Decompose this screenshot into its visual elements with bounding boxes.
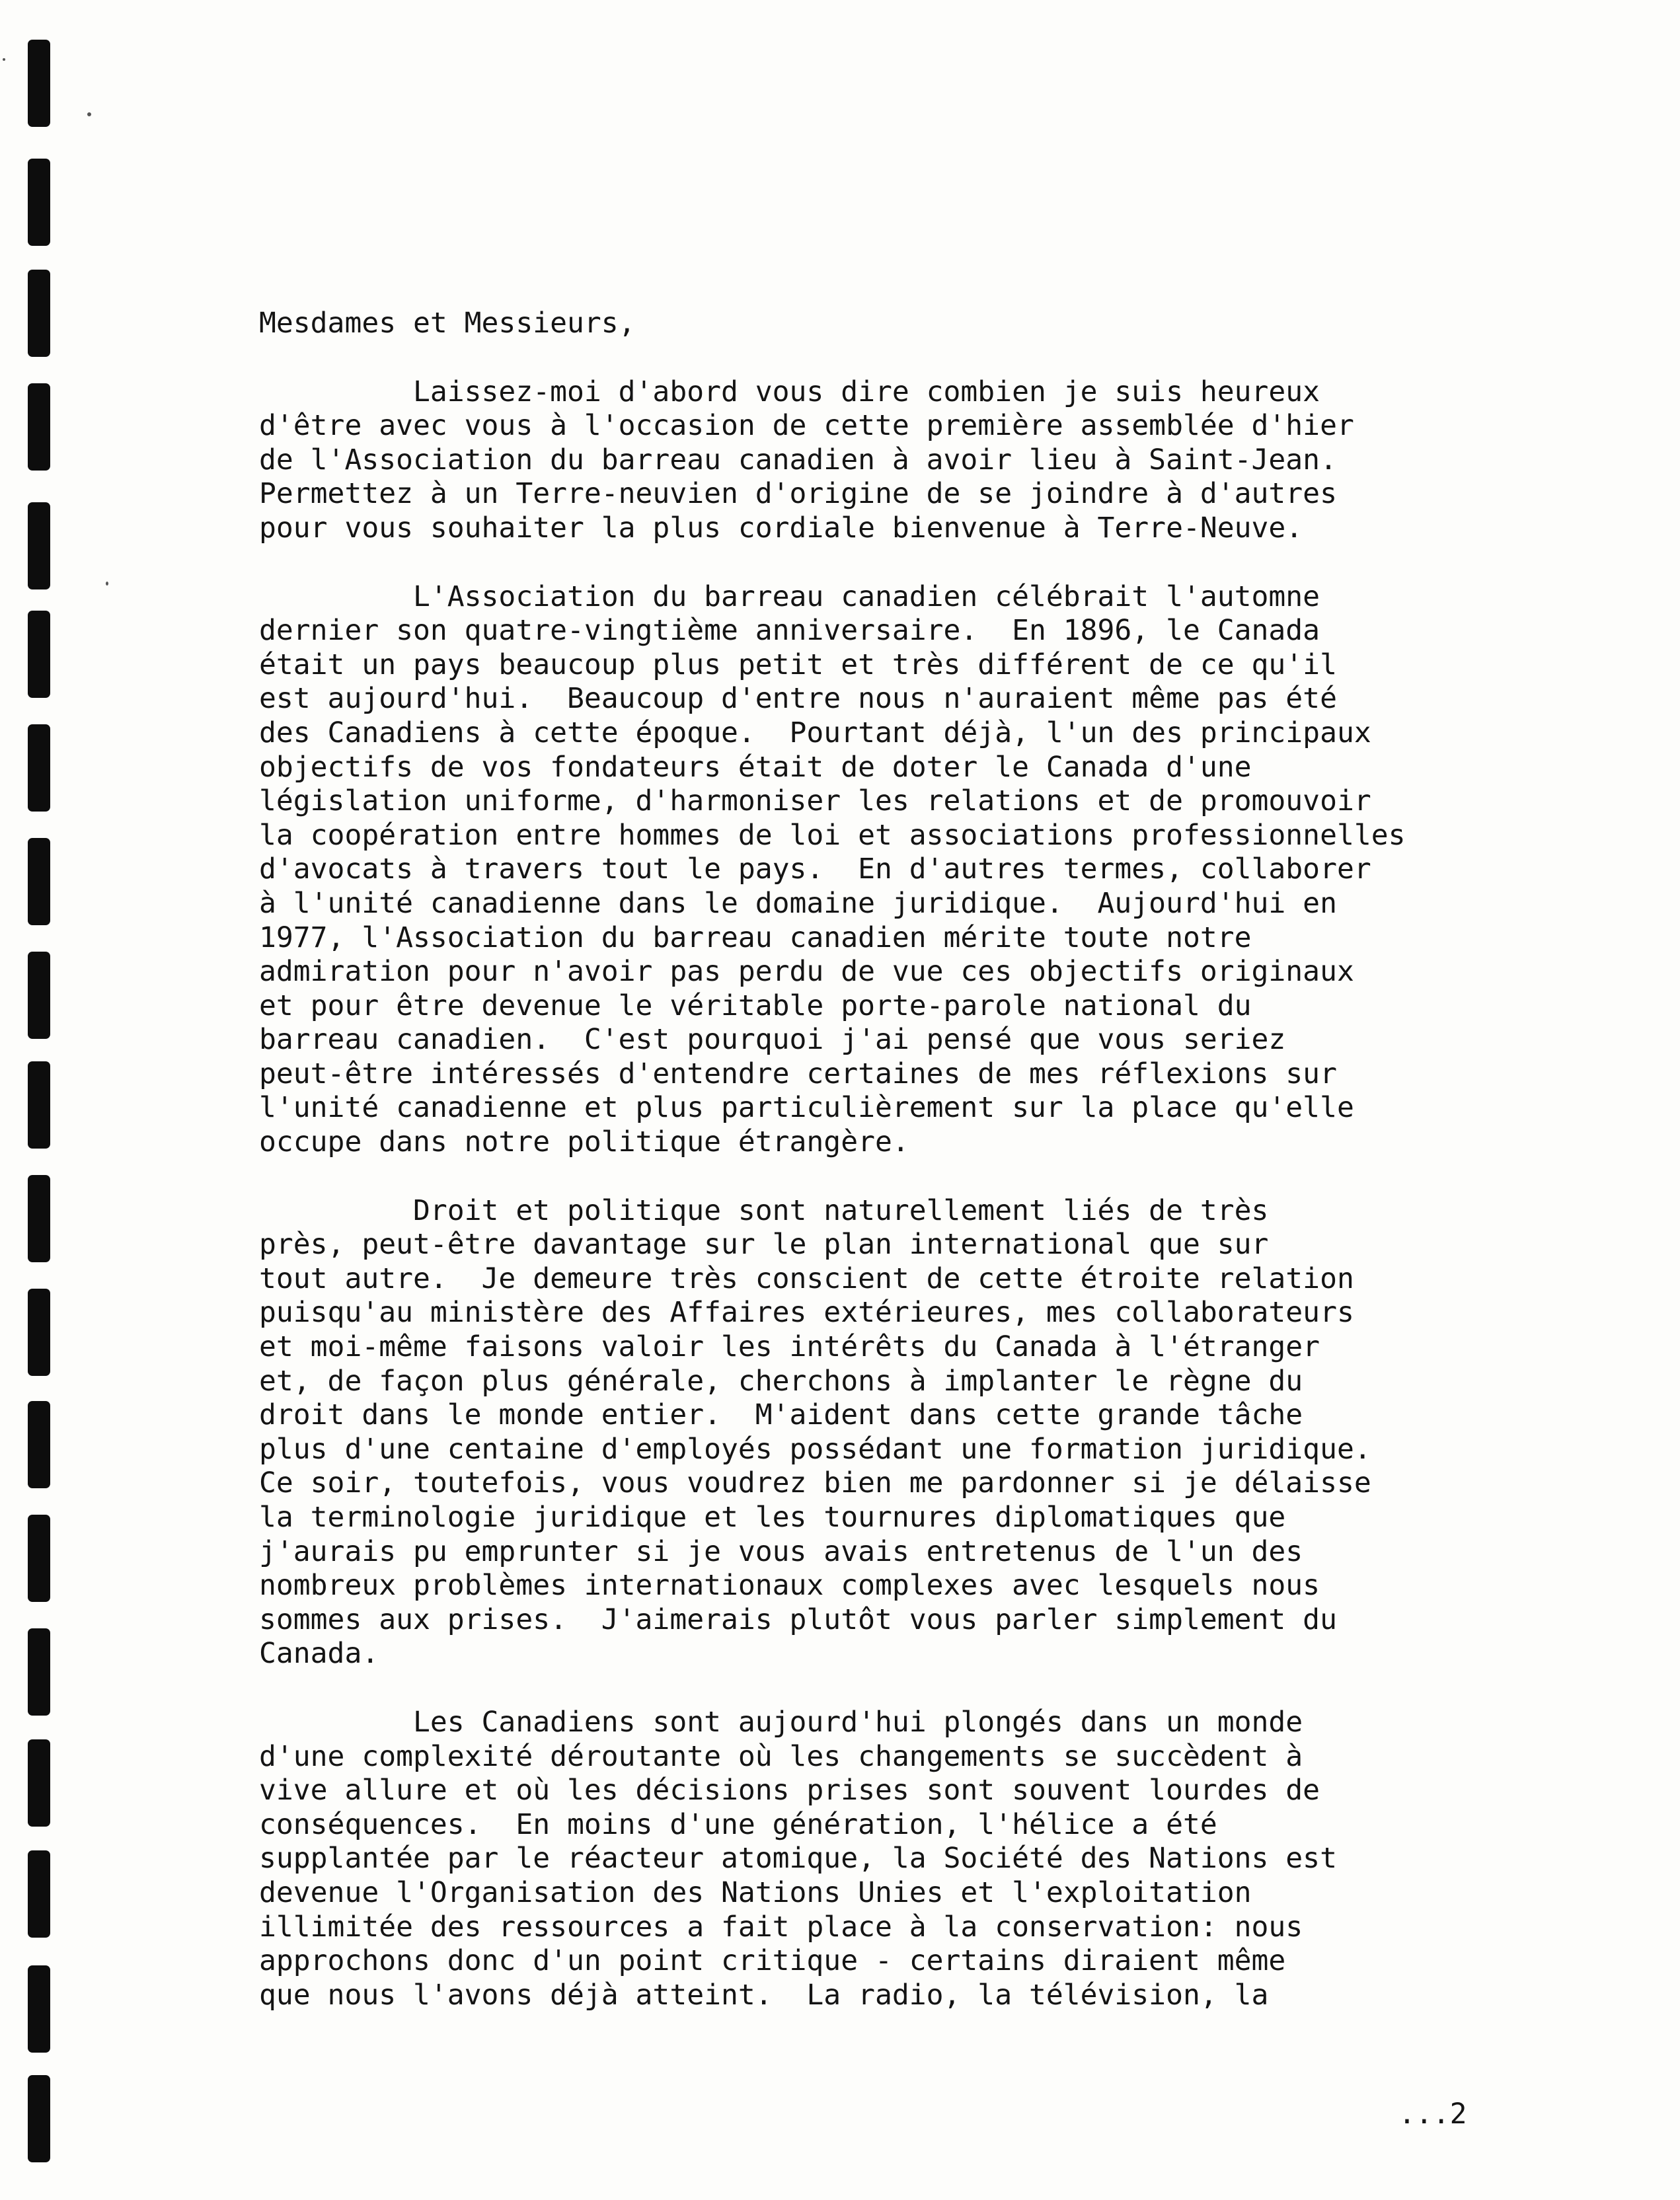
binding-holes-strip: [0, 0, 73, 2200]
punch-mark: [28, 1061, 50, 1149]
punch-mark: [28, 270, 50, 357]
text-line: l'unité canadienne et plus particulièrement sur la place qu'elle: [259, 1091, 1354, 1125]
text-line: Les Canadiens sont aujourd'hui plongés dans un monde: [259, 1705, 1303, 1739]
text-line: que nous l'avons déjà atteint. La radio, la télévision, la: [259, 1978, 1269, 2012]
text-line: des Canadiens à cette époque. Pourtant déjà, l'un des principaux: [259, 716, 1371, 749]
text-line: Laissez-moi d'abord vous dire combien je suis heureux: [259, 375, 1320, 408]
punch-mark: [28, 1515, 50, 1602]
scan-speck: [87, 112, 91, 116]
punch-mark: [28, 724, 50, 812]
paragraph-association-history: [259, 580, 1621, 1160]
text-line: 1977, l'Association du barreau canadien mérite toute notre: [259, 921, 1252, 954]
text-line: objectifs de vos fondateurs était de doter le Canada d'une: [259, 750, 1252, 784]
text-line: sommes aux prises. J'aimerais plutôt vous parler simplement du: [259, 1603, 1337, 1636]
text-line: tout autre. Je demeure très conscient de cette étroite relation: [259, 1262, 1354, 1295]
text-line: et pour être devenue le véritable porte-parole national du: [259, 989, 1252, 1022]
text-line: Ce soir, toutefois, vous voudrez bien me pardonner si je délaisse: [259, 1466, 1371, 1500]
text-line: d'avocats à travers tout le pays. En d'autres termes, collaborer: [259, 853, 1371, 886]
punch-mark: [28, 502, 50, 589]
scan-speck: [3, 58, 5, 61]
text-line: devenue l'Organisation des Nations Unies et l'exploitation: [259, 1876, 1252, 1909]
letter-body: [259, 307, 1621, 2047]
punch-mark: [28, 1175, 50, 1262]
text-line: dernier son quatre-vingtième anniversaire. En 1896, le Canada: [259, 614, 1320, 648]
punch-mark: [28, 1289, 50, 1376]
text-line: la terminologie juridique et les tournures diplomatiques que: [259, 1501, 1286, 1534]
text-line: admiration pour n'avoir pas perdu de vue ces objectifs originaux: [259, 955, 1354, 989]
text-line: barreau canadien. C'est pourquoi j'ai pensé que vous seriez: [259, 1023, 1286, 1057]
text-line: illimitée des ressources a fait place à la conservation: nous: [259, 1910, 1303, 1944]
paragraph-law-and-politics: [259, 1194, 1621, 1671]
text-line: d'une complexité déroutante où les changements se succèdent à: [259, 1739, 1303, 1773]
text-line: Canada.: [259, 1637, 379, 1671]
text-line: peut-être intéressés d'entendre certaines de mes réflexions sur: [259, 1057, 1337, 1090]
text-line: conséquences. En moins d'une génération, l'hélice a été: [259, 1807, 1217, 1841]
page-number: ...2: [1398, 2098, 1467, 2131]
text-line: Permettez à un Terre-neuvien d'origine de se joindre à d'autres: [259, 477, 1337, 511]
paragraph-complex-world: [259, 1706, 1621, 2012]
text-line: et, de façon plus générale, cherchons à implanter le règne du: [259, 1364, 1303, 1398]
text-line: L'Association du barreau canadien célébrait l'automne: [259, 580, 1320, 613]
punch-mark: [28, 838, 50, 925]
punch-mark: [28, 1739, 50, 1827]
salutation: Mesdames et Messieurs,: [259, 307, 636, 340]
punch-mark: [28, 611, 50, 698]
text-line: la coopération entre hommes de loi et associations professionnelles: [259, 818, 1406, 852]
text-line: était un pays beaucoup plus petit et très différent de ce qu'il: [259, 648, 1337, 681]
text-line: de l'Association du barreau canadien à avoir lieu à Saint-Jean.: [259, 443, 1337, 476]
text-line: supplantée par le réacteur atomique, la Société des Nations est: [259, 1842, 1337, 1876]
text-line: plus d'une centaine d'employés possédant une formation juridique.: [259, 1432, 1371, 1466]
text-line: approchons donc d'un point critique - certains diraient même: [259, 1944, 1286, 1978]
text-line: à l'unité canadienne dans le domaine juridique. Aujourd'hui en: [259, 886, 1337, 920]
punch-mark: [28, 2075, 50, 2162]
text-line: est aujourd'hui. Beaucoup d'entre nous n'auraient même pas été: [259, 682, 1337, 716]
punch-mark: [28, 383, 50, 471]
text-line: occupe dans notre politique étrangère.: [259, 1125, 909, 1159]
text-line: vive allure et où les décisions prises sont souvent lourdes de: [259, 1774, 1320, 1807]
scan-speck: [106, 582, 108, 586]
punch-mark: [28, 1401, 50, 1488]
text-line: législation uniforme, d'harmoniser les relations et de promouvoir: [259, 784, 1371, 818]
text-line: Droit et politique sont naturellement liés de très: [259, 1194, 1269, 1227]
punch-mark: [28, 1850, 50, 1938]
text-line: droit dans le monde entier. M'aident dans cette grande tâche: [259, 1398, 1303, 1432]
text-line: nombreux problèmes internationaux complexes avec lesquels nous: [259, 1569, 1320, 1603]
punch-mark: [28, 952, 50, 1039]
punch-mark: [28, 1628, 50, 1716]
punch-mark: [28, 1965, 50, 2053]
punch-mark: [28, 159, 50, 246]
text-line: d'être avec vous à l'occasion de cette première assemblée d'hier: [259, 409, 1354, 443]
text-line: et moi-même faisons valoir les intérêts du Canada à l'étranger: [259, 1330, 1320, 1364]
text-line: puisqu'au ministère des Affaires extérieures, mes collaborateurs: [259, 1296, 1354, 1330]
punch-mark: [28, 40, 50, 127]
text-line: pour vous souhaiter la plus cordiale bienvenue à Terre-Neuve.: [259, 511, 1303, 545]
paragraph-welcome: [259, 375, 1621, 546]
text-line: j'aurais pu emprunter si je vous avais entretenus de l'un des: [259, 1535, 1303, 1568]
text-line: près, peut-être davantage sur le plan international que sur: [259, 1228, 1269, 1262]
